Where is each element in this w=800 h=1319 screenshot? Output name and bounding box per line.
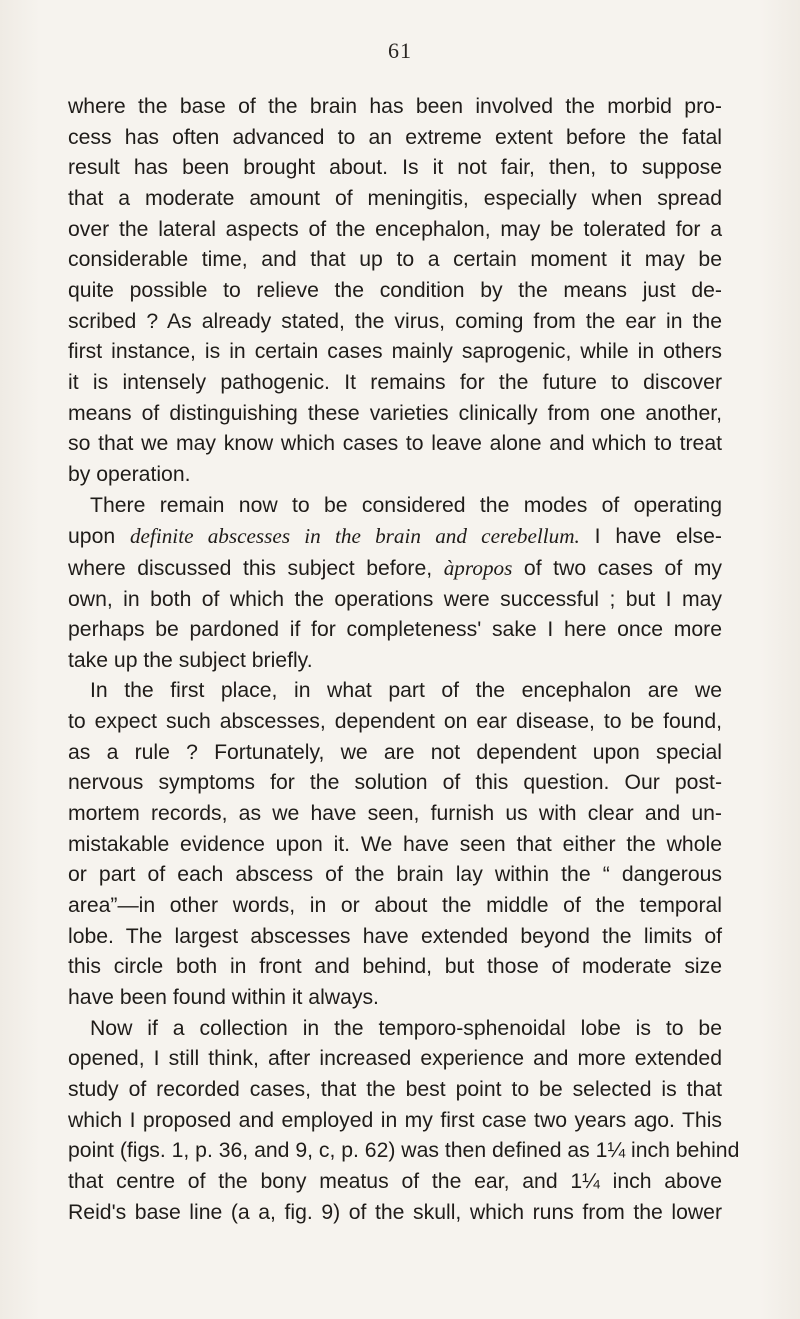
text-line: that a moderate amount of meningitis, especially when spread — [68, 186, 722, 210]
text-line: own, in both of which the operations were successful ; but I may — [68, 587, 722, 611]
text-line: lobe. The largest abscesses have extended beyond the limits of — [68, 924, 722, 948]
text-line — [68, 521, 722, 553]
paragraph-4 — [68, 1014, 740, 1229]
text-line: result has been brought about. Is it not fair, then, to suppose — [68, 156, 722, 180]
text-line: so that we may know which cases to leave alone and which to treat — [68, 432, 722, 456]
text-run: of two cases of my — [512, 556, 722, 580]
text-line: considerable time, and that up to a certain moment it may be — [68, 248, 722, 272]
text-line: Now if a collection in the temporo-sphenoidal lobe is to be — [90, 1016, 722, 1040]
text-run: where discussed this subject before, — [68, 556, 444, 580]
text-run: I have else- — [579, 525, 722, 549]
italic-phrase: definite abscesses in the brain and cerebellum. — [129, 524, 580, 549]
text-line: scribed ? As already stated, the virus, coming from the ear in the — [68, 309, 722, 333]
text-line: Reid's base line (a a, fig. 9) of the skull, which runs from the lower — [68, 1200, 722, 1224]
paragraph-3 — [68, 676, 722, 1013]
italic-phrase: àpropos — [443, 555, 513, 580]
text-line: quite possible to relieve the condition by the means just de- — [68, 278, 722, 302]
page-number: 61 — [388, 38, 412, 63]
text-line: cess has often advanced to an extreme extent before the fatal — [68, 125, 722, 149]
text-line: which I proposed and employed in my first case two years ago. This — [68, 1108, 722, 1132]
text-line: means of distinguishing these varieties clinically from one another, — [68, 401, 722, 425]
text-line: There remain now to be considered the modes of operating — [90, 493, 722, 517]
text-line: nervous symptoms for the solution of this question. Our post- — [68, 771, 722, 795]
text-line: or part of each abscess of the brain lay within the “ dangerous — [68, 863, 722, 887]
text-line: opened, I still think, after increased experience and more extended — [68, 1047, 722, 1071]
text-line — [68, 553, 722, 585]
text-line: point (figs. 1, p. 36, and 9, c, p. 62) was then defined as 1¼ inch behind — [68, 1139, 740, 1163]
paragraph-2 — [68, 491, 722, 677]
text-line: mortem records, as we have seen, furnish us with clear and un- — [68, 802, 722, 826]
paragraph-1 — [68, 92, 722, 491]
text-line: first instance, is in certain cases mainly saprogenic, while in others — [68, 340, 722, 364]
text-line: study of recorded cases, that the best point to be selected is that — [68, 1078, 722, 1101]
text-line: In the first place, in what part of the encephalon are we — [90, 679, 722, 703]
text-line: perhaps be pardoned if for completeness' sake I here once more — [68, 618, 722, 642]
text-line: mistakable evidence upon it. We have seen that either the whole — [68, 832, 722, 856]
text-line: it is intensely pathogenic. It remains for the future to discover — [68, 370, 722, 394]
text-line: area”—in other words, in or about the middle of the temporal — [68, 894, 722, 918]
text-run: upon — [68, 525, 130, 549]
text-line: that centre of the bony meatus of the ear, and 1¼ inch above — [68, 1169, 722, 1193]
text-line: as a rule ? Fortunately, we are not dependent upon special — [68, 740, 722, 764]
body-text — [68, 92, 740, 1228]
text-line: to expect such abscesses, dependent on ear disease, to be found, — [68, 710, 722, 734]
text-line: by operation. — [68, 462, 191, 486]
text-line: take up the subject briefly. — [68, 648, 313, 672]
text-line: this circle both in front and behind, but those of moderate size — [68, 955, 722, 979]
text-line: where the base of the brain has been involved the morbid pro- — [68, 95, 722, 118]
text-line: over the lateral aspects of the encephalon, may be tolerated for a — [68, 217, 722, 241]
text-line: have been found within it always. — [68, 986, 379, 1010]
